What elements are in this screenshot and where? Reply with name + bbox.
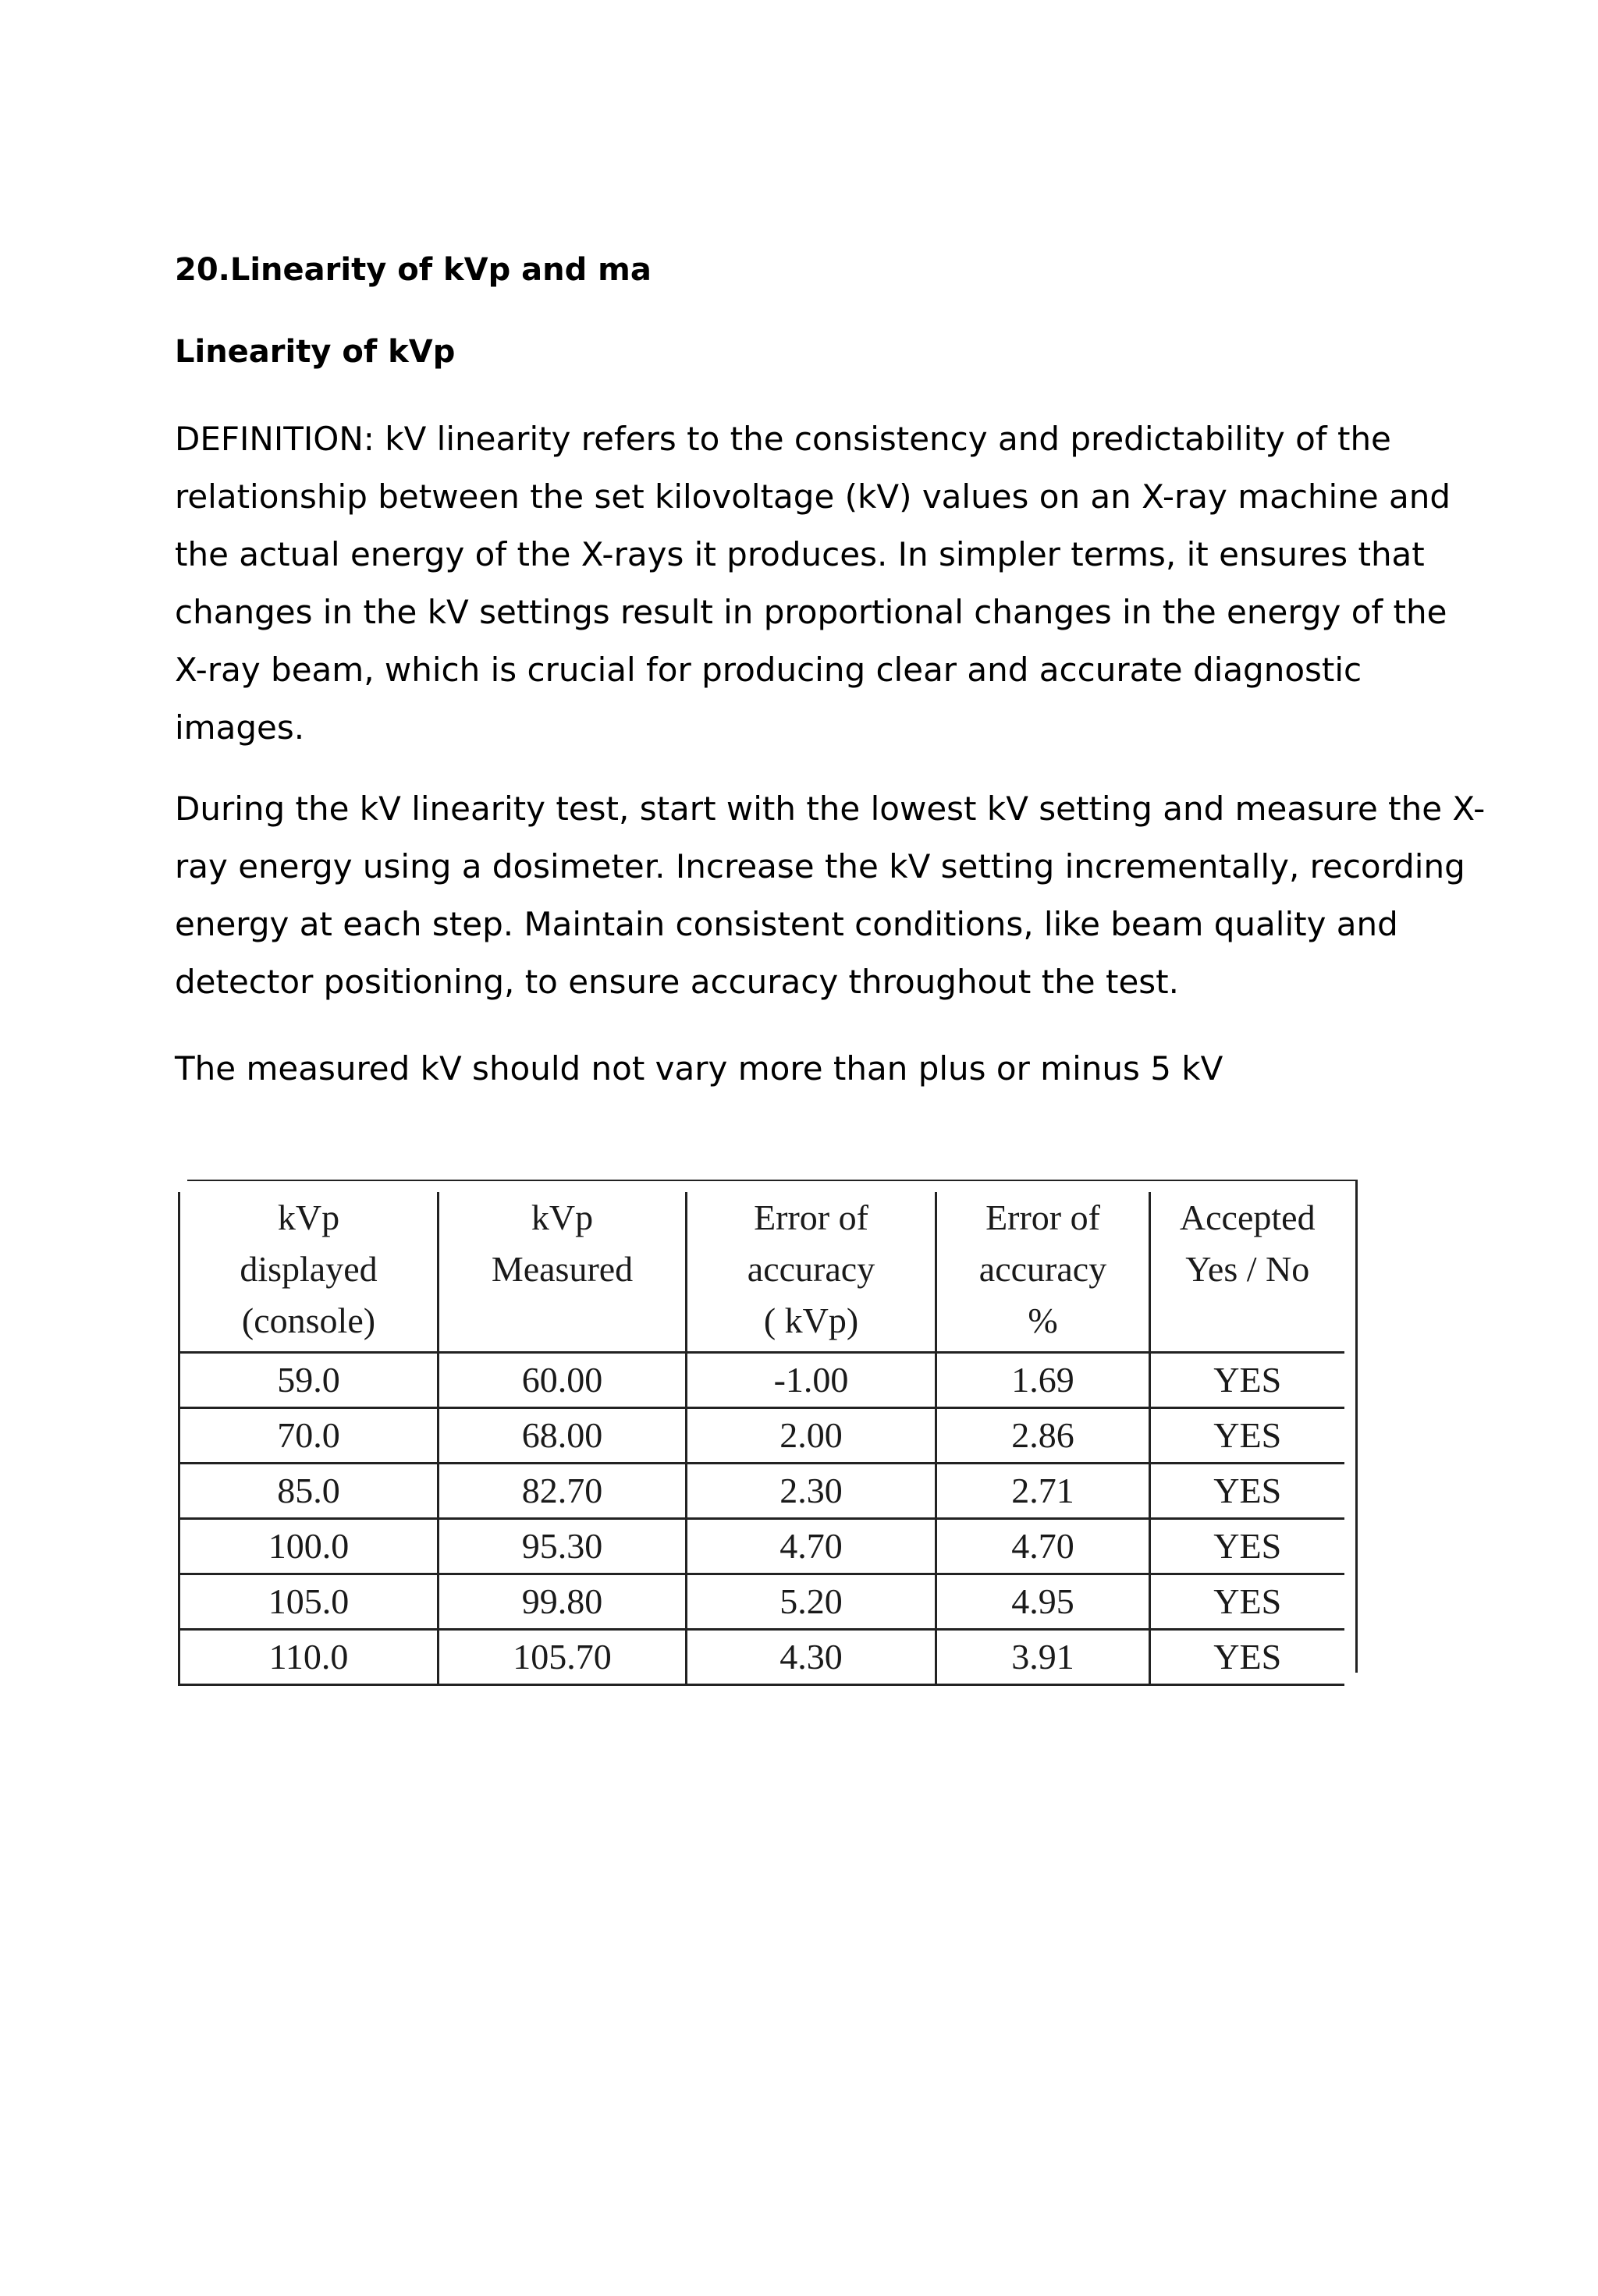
cell-accepted: YES [1150,1519,1344,1574]
cell-error-kvp: -1.00 [687,1353,936,1408]
header-line: kVp [531,1198,594,1237]
tolerance-line: The measured kV should not vary more than plus or minus 5 kV [175,1049,1223,1088]
table-right-border [1355,1180,1358,1673]
table-row [179,1408,1344,1464]
table-header-row [179,1192,1344,1353]
table-row [179,1353,1344,1408]
cell-kvp-displayed: 100.0 [179,1519,439,1574]
definition-paragraph [175,410,1501,757]
cell-error-percent: 3.91 [936,1630,1150,1685]
definition-line: images. [175,708,305,747]
header-line: (console) [241,1301,376,1340]
header-line: Error of [754,1198,868,1237]
procedure-line: energy at each step. Maintain consistent conditions, like beam quality and [175,905,1398,943]
cell-accepted: YES [1150,1408,1344,1464]
table-row [179,1519,1344,1574]
header-accepted [1150,1192,1344,1353]
header-line: ( kVp) [763,1301,859,1340]
definition-line: relationship between the set kilovoltage (kV) values on an X-ray machine and [175,477,1451,516]
definition-line: changes in the kV settings result in proportional changes in the energy of the [175,593,1447,631]
cell-accepted: YES [1150,1353,1344,1408]
table-row [179,1630,1344,1685]
header-kvp-measured [439,1192,687,1353]
definition-line: DEFINITION: kV linearity refers to the consistency and predictability of the [175,420,1391,458]
header-line: kVp [277,1198,340,1237]
cell-accepted: YES [1150,1630,1344,1685]
table-row [179,1574,1344,1630]
procedure-paragraph [175,780,1501,1011]
header-error-percent [936,1192,1150,1353]
cell-kvp-measured: 82.70 [439,1464,687,1519]
cell-kvp-measured: 60.00 [439,1353,687,1408]
cell-kvp-displayed: 70.0 [179,1408,439,1464]
cell-error-percent: 4.95 [936,1574,1150,1630]
cell-error-kvp: 4.30 [687,1630,936,1685]
cell-error-percent: 2.71 [936,1464,1150,1519]
header-line: Yes / No [1185,1249,1310,1289]
cell-accepted: YES [1150,1574,1344,1630]
header-line: displayed [240,1249,378,1289]
kvp-linearity-table-figure [178,1180,1364,1687]
cell-error-kvp: 4.70 [687,1519,936,1574]
cell-accepted: YES [1150,1464,1344,1519]
section-title: 20.Linearity of kVp and ma [175,252,652,288]
procedure-line: During the kV linearity test, start with the lowest kV setting and measure the X- [175,790,1486,828]
cell-error-percent: 2.86 [936,1408,1150,1464]
cell-error-percent: 4.70 [936,1519,1150,1574]
cell-kvp-displayed: 59.0 [179,1353,439,1408]
header-line: Measured [491,1249,634,1289]
header-line: Accepted [1179,1198,1316,1237]
cell-error-percent: 1.69 [936,1353,1150,1408]
subsection-title: Linearity of kVp [175,334,456,370]
cell-kvp-measured: 68.00 [439,1408,687,1464]
header-line: Error of [985,1198,1100,1237]
cell-error-kvp: 5.20 [687,1574,936,1630]
table-top-border [187,1180,1355,1181]
cell-error-kvp: 2.30 [687,1464,936,1519]
cell-kvp-measured: 105.70 [439,1630,687,1685]
cell-kvp-displayed: 105.0 [179,1574,439,1630]
cell-kvp-measured: 95.30 [439,1519,687,1574]
kvp-linearity-table [178,1192,1344,1686]
cell-kvp-displayed: 110.0 [179,1630,439,1685]
header-line: % [1028,1301,1058,1340]
table-row [179,1464,1344,1519]
header-error-kvp [687,1192,936,1353]
definition-line: the actual energy of the X-rays it produces. In simpler terms, it ensures that [175,535,1425,573]
procedure-line: ray energy using a dosimeter. Increase the kV setting incrementally, recording [175,847,1465,885]
cell-kvp-displayed: 85.0 [179,1464,439,1519]
definition-line: X-ray beam, which is crucial for producing clear and accurate diagnostic [175,651,1362,689]
tolerance-paragraph [175,1040,1501,1098]
header-kvp-displayed [179,1192,439,1353]
cell-kvp-measured: 99.80 [439,1574,687,1630]
header-line: accuracy [747,1249,875,1289]
procedure-line: detector positioning, to ensure accuracy throughout the test. [175,963,1179,1001]
header-line: accuracy [978,1249,1107,1289]
cell-error-kvp: 2.00 [687,1408,936,1464]
